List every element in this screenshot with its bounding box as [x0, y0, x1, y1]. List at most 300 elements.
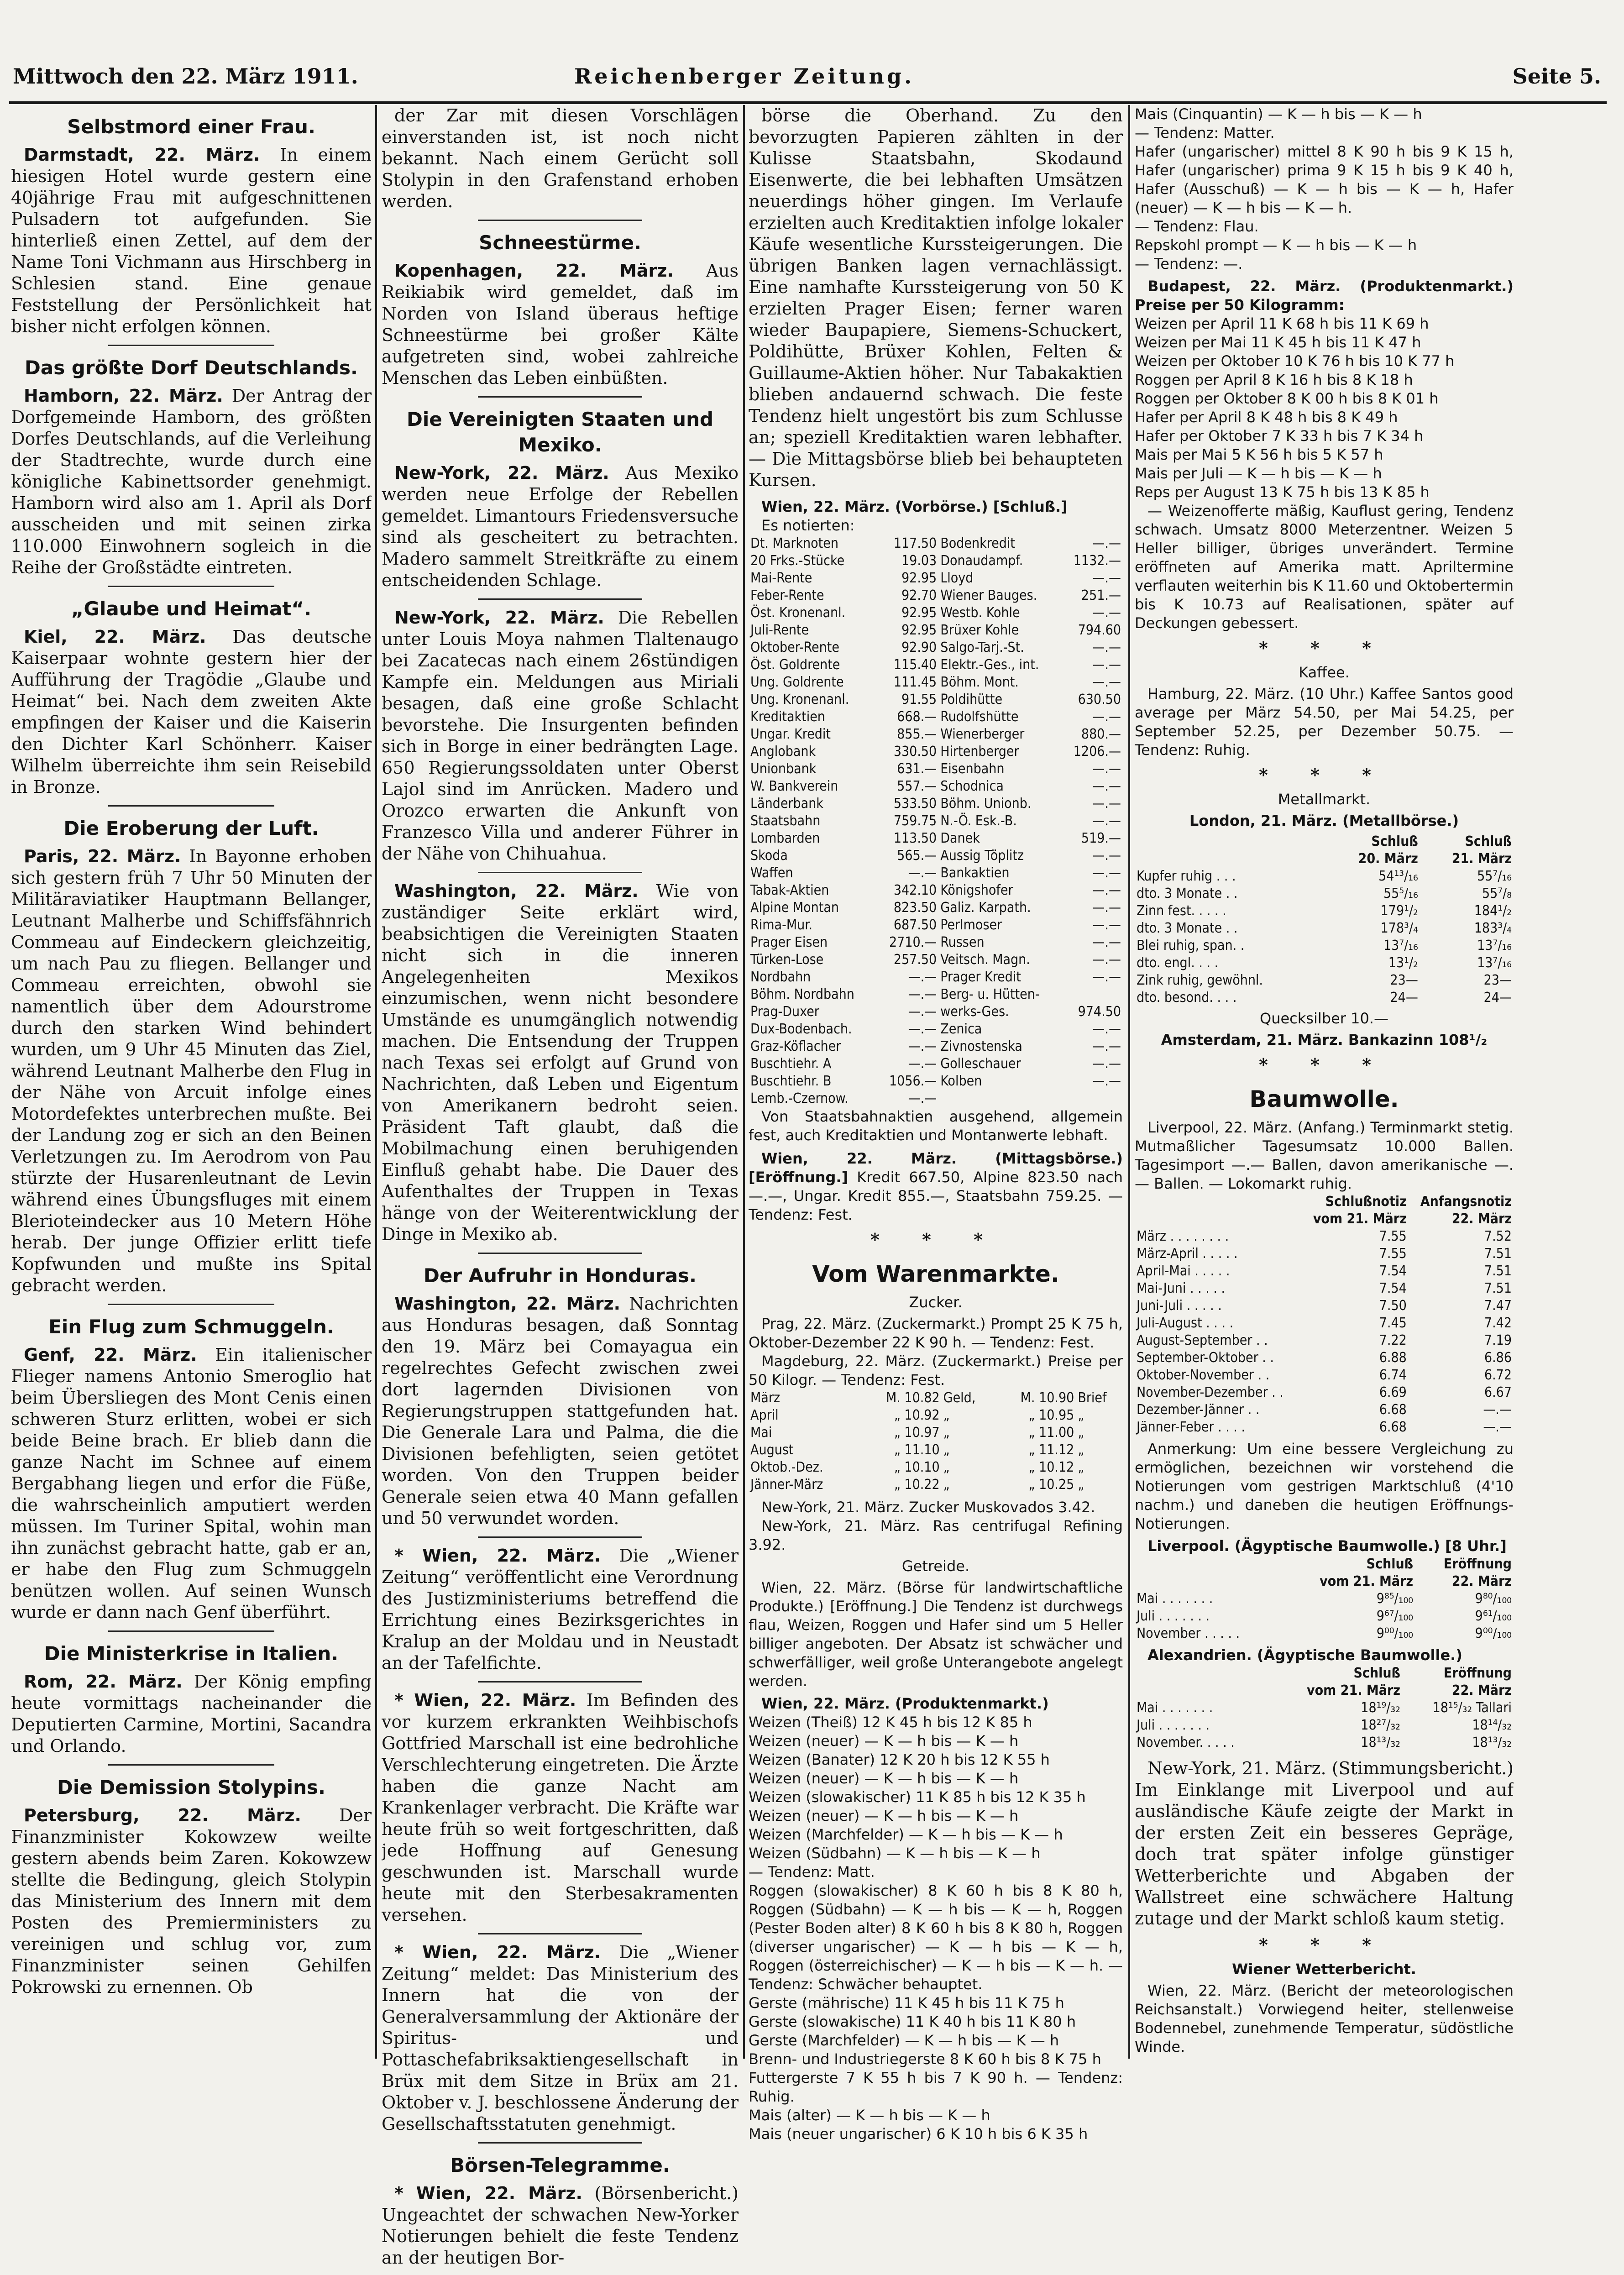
table-cell: Eisenbahn: [940, 761, 1005, 777]
table-row: [749, 951, 1123, 969]
table-row: [749, 1389, 1123, 1407]
quote-line: Weizen (Theiß) 12 K 45 h bis 12 K 85 h: [749, 1714, 1032, 1731]
dateline: Washington, 22. März.: [394, 881, 639, 901]
table-cell: Zinn fest. . . . .: [1137, 903, 1226, 919]
table-cell: Bankaktien: [940, 865, 1010, 881]
liverpool-anfang: Liverpool, 22. März. (Anfang.) Terminmarkt stetig. Mutmaßlicher Tagesumsatz 10.000 Ballen. Tagesimport —.— Ballen, davon amerikanische —.— Ballen. — Lokomarkt ruhig.: [1135, 1119, 1514, 1192]
table-cell: Feber-Rente: [750, 587, 824, 603]
table-cell: April-Mai . . . . .: [1137, 1263, 1230, 1279]
article: [382, 1690, 739, 1934]
article-separator: [108, 1304, 274, 1305]
table-cell: 55⁵/₁₆: [1383, 886, 1418, 902]
quote-line: Roggen (slowakischer) 8 K 60 h bis 8 K 80 h, Roggen (Südbahn) — K — h bis — K — h, Roggen (Pester Boden alter) 8 K 60 h bis 8 K 80 h, Roggen (diverser ungarischer) — K — h bis — K — h, Roggen (österreichischer) — K — h bis — K — h. — Tendenz: Schwächer behauptet.: [749, 1882, 1123, 1993]
table-cell: —.—: [1092, 848, 1121, 864]
table-cell: Danek: [940, 830, 980, 846]
produkte-continuation: [1135, 105, 1514, 273]
table-cell: Öst. Goldrente: [750, 657, 840, 673]
table-cell: Juli-August . . . .: [1137, 1315, 1234, 1331]
article-body: [11, 1344, 372, 1623]
column-divider: [1128, 105, 1130, 2059]
table-row: [1135, 1332, 1514, 1349]
table-cell: Böhm. Nordbahn: [750, 986, 854, 1002]
article-text: Die Rebellen unter Louis Moya nahmen Tlaltenaugo bei Zacatecas nach einem 26stündigen Kampfe ein. Meldungen aus Miriali besagen, daß eine große Schlacht bevorstehe. Die Insurgenten befinden sich in Borge in einer bedrängten Lage. 650 Regierungssoldaten unter Oberst Lajol sind im Anrücken. Madero und Orozco erwarten die Ankunft von Franzesco Villa und anderer Führer in der Nähe von Chihuahua.: [382, 608, 739, 864]
table-cell: August-September . .: [1137, 1332, 1268, 1348]
wien-eroeffnung: Wien, 22. März. (Börse für landwirtschaftliche Produkte.) [Eröffnung.] Die Tendenz ist durchwegs flau, Weizen, Roggen und Hafer sind um 5 Heller billiger angeboten. Der Absatz ist schwächer und schwerfälliger, weil große Unterangebote angelegt werden.: [749, 1579, 1123, 1690]
table-cell: Böhm. Mont.: [940, 674, 1019, 690]
table-cell: Jänner-März: [750, 1477, 823, 1493]
column-header: [1135, 1193, 1301, 1211]
table-cell: „ 11.12: [1028, 1442, 1074, 1458]
table-cell: Waffen: [750, 865, 793, 881]
table-cell: 9⁰⁰/₁₀₀: [1376, 1625, 1414, 1641]
table-cell: Westb. Kohle: [940, 605, 1020, 621]
table-cell: Oktober-Rente: [750, 640, 839, 655]
table-cell: 668.—: [897, 709, 937, 725]
table-cell: Hirtenberger: [940, 744, 1019, 760]
article-separator: [108, 1764, 274, 1766]
article-text: (Börsenbericht.) Ungeachtet der schwachen New-Yorker Notierungen behielt die feste Tendenz an der heutigen Bor-: [382, 2183, 739, 2268]
boerse-continuation: börse die Oberhand. Zu den bevorzugten Papieren zählten in der Kulisse Staatsbahn, Skodaund Eisenwerte, die bei lebhaften Umsätzen neuerdings höher gingen. Im Verlaufe erzielten auch Kreditaktien infolge lokaler Käufe wesentliche Kurssteigerungen. Die übrigen Banken lagen vernachlässigt. Eine namhafte Kurssteigerung von 50 K erzielten Prager Eisen; ferner waren wieder Baupapiere, Siemens-Schuckert, Poldihütte, Brüxer Kohlen, Felten & Guillaume-Aktien höher. Nur Tabakaktien blieben andauernd schwach. Die feste Tendenz hielt ungestört bis zum Schlusse an; speziell Kreditaktien waren lebhafter. — Die Mittagsbörse blieb bei behaupteten Kursen.: [749, 105, 1123, 490]
table-cell: Lombarden: [750, 830, 820, 846]
article-separator: [478, 872, 642, 873]
table-row: [749, 1038, 1123, 1055]
table-cell: 13⁷/₁₆: [1383, 938, 1418, 954]
table-cell: August: [750, 1442, 794, 1458]
quote-line: Weizen per Oktober 10 K 76 h bis 10 K 77 h: [1135, 352, 1455, 370]
quote-line: Weizen (slowakischer) 11 K 85 h bis 12 K 35 h: [749, 1788, 1086, 1806]
table-cell: dto. 3 Monate . .: [1137, 920, 1238, 936]
london-metallboerse: London, 21. März. (Metallbörse.): [1189, 812, 1459, 829]
table-cell: Berg- u. Hütten-: [940, 986, 1040, 1002]
table-row: [749, 917, 1123, 934]
article-body: [382, 1293, 739, 1529]
article: [382, 407, 739, 600]
table-row: [749, 986, 1123, 1003]
quote-line: Weizen (neuer) — K — h bis — K — h: [749, 1807, 1019, 1824]
article-headline: Selbstmord einer Frau.: [67, 115, 315, 138]
table-cell: „: [943, 1425, 950, 1441]
table-cell: 55⁷/₈: [1482, 886, 1512, 902]
article: [11, 596, 372, 807]
table-row: [1135, 1590, 1514, 1608]
quote-line: Roggen per Oktober 8 K 00 h bis 8 K 01 h: [1135, 390, 1439, 407]
table-row: [749, 726, 1123, 743]
table-cell: dto. besond. . . .: [1137, 990, 1237, 1006]
table-cell: —.—: [1092, 1021, 1121, 1037]
table-cell: „: [943, 1407, 950, 1423]
table-row: [1135, 1297, 1514, 1315]
table-cell: —.—: [1092, 882, 1121, 898]
table-cell: Juli . . . . . . .: [1137, 1717, 1210, 1733]
table-cell: Mai-Rente: [750, 570, 812, 586]
table-row: [1135, 1228, 1514, 1245]
table-cell: 6.72: [1484, 1367, 1512, 1383]
article-text: Die „Wiener Zeitung“ veröffentlicht eine Verordnung des Justizministeriums betreffend die Errichtung eines Bezirksgerichtes in Kralup an der Moldau und in Neustadt an der Tafelfichte.: [382, 1546, 739, 1673]
table-cell: 823.50: [893, 900, 937, 916]
stock-quotes-table: [749, 535, 1123, 1107]
table-cell: dto. engl. . . .: [1137, 955, 1219, 971]
table-cell: —.—: [1483, 1419, 1512, 1435]
table-cell: 7.55: [1379, 1246, 1407, 1262]
table-cell: 6.68: [1379, 1419, 1407, 1435]
table-cell: „ 11.00: [1028, 1425, 1074, 1441]
column-divider: [375, 105, 377, 2059]
article-text: Aus Mexiko werden neue Erfolge der Rebellen gemeldet. Limantours Friedensversuche sind als gescheitert zu betrachten. Madero sammelt Streitkräfte zu einem entscheidenden Schlage.: [382, 463, 739, 590]
article-text: Wie von zuständiger Seite erklärt wird, beabsichtigen die Vereinigten Staaten nicht sich in die inneren Angelegenheiten Mexikos einzumischen, wenn nicht besondere Umstände es unumgänglich notwendig machen. Die Entsendung der Truppen nach Texas sei erfolgt auf Grund von Nachrichten, daß Leben und Eigentum von Amerikanern bedroht seien. Präsident Taft glaubt, daß die Mobilmachung einen beruhigenden Einfluß gehabt habe. Die Dauer des Aufenthaltes der Truppen in Texas hänge von der Weiterentwicklung der Dinge in Mexiko ab.: [382, 881, 739, 1244]
zucker-subheading: Zucker.: [909, 1294, 963, 1311]
table-cell: Königshofer: [940, 882, 1013, 898]
table-cell: —.—: [1092, 605, 1121, 621]
table-cell: —.—: [908, 1038, 937, 1054]
table-row: [749, 570, 1123, 587]
column-header: 22. März: [1451, 1573, 1512, 1589]
quote-line: Hafer per Oktober 7 K 33 h bis 7 K 34 h: [1135, 427, 1424, 445]
separator-stars: * * *: [870, 1229, 1001, 1250]
table-row: [749, 535, 1123, 552]
table-row: [1135, 902, 1514, 920]
table-cell: „: [1078, 1442, 1084, 1458]
quote-line: — Tendenz: —.: [1135, 255, 1243, 273]
table-row: [749, 1090, 1123, 1107]
table-cell: „: [943, 1477, 950, 1493]
table-header-row: [1135, 1682, 1514, 1699]
dateline: * Wien, 22. März.: [394, 1546, 601, 1566]
column-header: Schluß: [1465, 833, 1512, 849]
table-cell: Juni-Juli . . . . .: [1137, 1298, 1222, 1314]
table-cell: Dt. Marknoten: [750, 535, 838, 551]
column-header: [1135, 833, 1326, 850]
table-cell: Lloyd: [940, 570, 974, 586]
column-header: [1135, 1682, 1272, 1699]
table-cell: —.—: [1092, 1056, 1121, 1072]
table-cell: 55⁷/₁₆: [1477, 868, 1512, 884]
table-cell: „: [1078, 1407, 1084, 1423]
table-cell: November . . . . .: [1137, 1625, 1240, 1641]
quote-line: Weizen (neuer) — K — h bis — K — h: [749, 1770, 1019, 1787]
column-header: [1135, 1573, 1282, 1590]
table-cell: Staatsbahn: [750, 813, 821, 829]
table-cell: Geld,: [943, 1390, 976, 1406]
table-cell: 92.95: [901, 570, 937, 586]
page-header: [13, 59, 1601, 99]
table-cell: 9⁶¹/₁₀₀: [1475, 1608, 1512, 1624]
table-row: [1135, 1608, 1514, 1625]
table-cell: Ung. Goldrente: [750, 674, 844, 690]
getreide-subheading: Getreide.: [901, 1557, 970, 1575]
quote-line: Repskohl prompt — K — h bis — K — h: [1135, 236, 1417, 254]
column-divider: [743, 105, 745, 2059]
table-cell: 24—: [1390, 990, 1418, 1006]
article-headline: Die Demission Stolypins.: [57, 1776, 325, 1798]
column-header: [1135, 1556, 1282, 1573]
table-cell: 794.60: [1078, 622, 1121, 638]
quote-line: Weizen per Mai 11 K 45 h bis 11 K 47 h: [1135, 334, 1421, 351]
table-row: [1135, 937, 1514, 954]
table-cell: Russen: [940, 934, 985, 950]
table-row: [1135, 1717, 1514, 1734]
table-cell: —.—: [1092, 934, 1121, 950]
table-cell: Ung. Kronenanl.: [750, 692, 849, 708]
table-cell: Zink ruhig, gewöhnl.: [1137, 972, 1263, 988]
table-row: [749, 847, 1123, 865]
table-cell: Dux-Bodenbach.: [750, 1021, 852, 1037]
table-cell: —.—: [1092, 900, 1121, 916]
column-header: vom 21. März: [1320, 1573, 1414, 1589]
quote-line: Mais (neuer ungarischer) 6 K 10 h bis 6 K 35 h: [749, 2125, 1088, 2143]
article-text: Der Antrag der Dorfgemeinde Hamborn, des größten Dorfes Deutschlands, auf die Verleihung der Stadtrechte, wurde durch eine königliche Kabinettsorder genehmigt. Hamborn wird also am 1. April als Dorf ausscheiden und mit seinen zirka 110.000 Einwohnern sogleich in die Reihe der Großstädte eintreten.: [11, 386, 372, 577]
table-cell: —.—: [908, 1056, 937, 1072]
table-cell: 6.68: [1379, 1402, 1407, 1418]
table-cell: 20 Frks.-Stücke: [750, 553, 845, 569]
table-row: [749, 899, 1123, 917]
table-cell: 342.10: [893, 882, 937, 898]
liverpool-egypt-table: [1135, 1556, 1514, 1642]
alexandrien: Alexandrien. (Ägyptische Baumwolle.): [1147, 1646, 1462, 1664]
quecksilber: Quecksilber 10.—: [1260, 1010, 1388, 1027]
table-cell: 23—: [1483, 972, 1512, 988]
article-body: [382, 1690, 739, 1926]
page-number: Seite 5.: [1512, 64, 1601, 89]
table-cell: 855.—: [897, 726, 937, 742]
table-cell: 251.—: [1081, 587, 1121, 603]
table-cell: 54¹³/₁₆: [1378, 868, 1418, 884]
table-cell: 179¹/₂: [1380, 903, 1418, 919]
table-cell: —.—: [1092, 570, 1121, 586]
table-cell: Oktob.-Dez.: [750, 1459, 823, 1475]
vorboerse-subtitle: Es notierten:: [761, 517, 855, 534]
article: [382, 1263, 739, 1538]
table-row: [1135, 868, 1514, 885]
wetter-subheading: Wiener Wetterbericht.: [1232, 1960, 1416, 1978]
table-row: [1135, 989, 1514, 1006]
table-cell: Salgo-Tarj.-St.: [940, 640, 1024, 655]
article: [11, 816, 372, 1305]
table-cell: 7.51: [1484, 1246, 1512, 1262]
table-cell: 557.—: [897, 778, 937, 794]
metall-subheading: Metallmarkt.: [1278, 791, 1371, 808]
table-cell: [938, 1090, 1062, 1107]
table-cell: März: [750, 1390, 781, 1406]
table-cell: 687.50: [893, 917, 937, 933]
separator-stars: * * *: [1258, 1934, 1390, 1955]
table-cell: „: [1078, 1459, 1084, 1475]
table-cell: 9⁶⁷/₁₀₀: [1376, 1608, 1414, 1624]
article: [11, 1775, 372, 1998]
table-cell: Galiz. Karpath.: [940, 900, 1031, 916]
table-cell: Mai: [750, 1425, 772, 1441]
column-header: [1135, 1665, 1272, 1682]
table-cell: 7.51: [1484, 1263, 1512, 1279]
table-cell: März . . . . . . . .: [1137, 1228, 1229, 1244]
quote-line: Reps per August 13 K 75 h bis 13 K 85 h: [1135, 483, 1430, 501]
table-cell: 1056.—: [889, 1073, 937, 1089]
table-row: [749, 1459, 1123, 1476]
article-text: Ein italienischer Flieger namens Antonio Smeroglio hat beim Übersliegen des Mont Cenis einen schweren Sturz erlitten, wobei er sich beide Beine brach. Er blieb dann die ganze Nacht im Schnee auf einem Bergabhang liegen und erfor die Füße, die wahrscheinlich amputiert werden müssen. Im Turiner Spital, wohin man ihn zunächst gebracht hatte, gab er an, er habe den Flug zum Schmuggeln benützen wollen. Auf seinen Wunsch wurde er dann nach Genf überführt.: [11, 1345, 372, 1622]
table-cell: April: [750, 1407, 779, 1423]
article-body: [382, 462, 739, 591]
article-headline: Die Vereinigten Staaten und Mexiko.: [406, 408, 714, 456]
budapest-lines: [1135, 315, 1514, 502]
table-cell: —.—: [1092, 865, 1121, 881]
article-body: [382, 105, 739, 212]
table-cell: —.—: [1092, 535, 1121, 551]
table-cell: 6.69: [1379, 1384, 1407, 1400]
prag-zucker: Prag, 22. März. (Zuckermarkt.) Prompt 25 K 75 h, Oktober-Dezember 22 K 90 h. — Tendenz: Fest.: [749, 1315, 1123, 1351]
article-body: [382, 607, 739, 865]
quote-line: Weizen (Marchfelder) — K — h bis — K — h: [749, 1826, 1063, 1843]
table-cell: 7.19: [1484, 1332, 1512, 1348]
table-row: [1135, 1367, 1514, 1384]
article-headline: Schneestürme.: [479, 231, 641, 254]
table-cell: 1132.—: [1073, 553, 1121, 569]
table-row: [749, 622, 1123, 639]
table-cell: 91.55: [901, 692, 937, 708]
article-text: der Zar mit diesen Vorschlägen einverstanden ist, ist noch nicht bekannt. Nach einem Gerücht soll Stolypin in den Grafenstand erhoben werden.: [382, 105, 739, 211]
table-cell: „ 10.22: [894, 1477, 940, 1493]
table-cell: 974.50: [1078, 1004, 1121, 1020]
hamburg-kaffee: Hamburg, 22. März. (10 Uhr.) Kaffee Santos good average per März 54.50, per Mai 54.25, per September 52.25, per Dezember 50.75. — Tendenz: Ruhig.: [1135, 685, 1514, 759]
quote-line: Roggen per April 8 K 16 h bis 8 K 18 h: [1135, 371, 1413, 388]
table-cell: Wiener Bauges.: [940, 587, 1037, 603]
table-cell: Türken-Lose: [750, 952, 824, 968]
table-cell: [1062, 986, 1123, 1003]
table-row: [749, 587, 1123, 604]
table-cell: 6.86: [1484, 1350, 1512, 1366]
table-row: [749, 882, 1123, 899]
table-cell: —.—: [1092, 674, 1121, 690]
table-cell: März-April . . . . .: [1137, 1246, 1238, 1262]
article-headline: Ein Flug zum Schmuggeln.: [48, 1316, 334, 1338]
kaffee-subheading: Kaffee.: [1299, 664, 1350, 681]
table-cell: „ 10.10: [894, 1459, 940, 1475]
table-cell: —.—: [1092, 1038, 1121, 1054]
article-separator: [478, 1681, 642, 1683]
column-2: [382, 105, 739, 2275]
table-cell: 7.47: [1484, 1298, 1512, 1314]
table-cell: Prager Kredit: [940, 969, 1021, 985]
quote-line: Hafer per April 8 K 48 h bis 8 K 49 h: [1135, 409, 1398, 426]
table-cell: „ 10.97: [894, 1425, 940, 1441]
table-cell: Juli . . . . . . .: [1137, 1608, 1210, 1624]
table-cell: 23—: [1390, 972, 1418, 988]
table-cell: Prag-Duxer: [750, 1004, 819, 1020]
table-cell: 533.50: [893, 796, 937, 812]
table-row: [749, 1424, 1123, 1442]
table-cell: —.—: [908, 865, 937, 881]
article-text: Der König empfing heute vormittags nacheinander die Deputierten Carmine, Mortini, Sacandra und Orlando.: [11, 1672, 372, 1756]
table-row: [749, 691, 1123, 708]
table-cell: 115.40: [893, 657, 937, 673]
table-row: [749, 1021, 1123, 1038]
article-body: [11, 846, 372, 1296]
table-row: [1135, 1263, 1514, 1280]
quote-line: — Tendenz: Matter.: [1135, 124, 1275, 142]
newyork-stimmungsbericht: New-York, 21. März. (Stimmungsbericht.) Im Einklange mit Liverpool und auf ausländische Käufe zeigte der Markt in der ersten Zeit ein besseres Gepräge, doch trat später infolge günstiger Wetterberichte und Abgaben der Wallstreet eine schwächere Haltung zutage und der Markt schloß kaum stetig.: [1135, 1758, 1514, 1929]
table-cell: 6.74: [1379, 1367, 1407, 1383]
article-separator: [108, 805, 274, 807]
table-cell: 631.—: [897, 761, 937, 777]
table-cell: —.—: [908, 969, 937, 985]
article-text: Der Finanzminister Kokowzew weilte gestern abends beim Zaren. Kokowzew stellte die Bedingung, gleich Stolypin das Ministerium des Innern mit dem Posten des Premierministers zu vereinigen und schlug vor, zum Finanzminister seinen Gehilfen Pokrowski zu ernennen. Ob: [11, 1805, 372, 1997]
table-cell: —.—: [908, 1021, 937, 1037]
table-cell: „: [943, 1442, 950, 1458]
table-header-row: [1135, 1211, 1514, 1228]
table-cell: 759.75: [893, 813, 937, 829]
quote-line: Mais per Mai 5 K 56 h bis 5 K 57 h: [1135, 446, 1383, 463]
table-cell: —.—: [908, 1004, 937, 1020]
quote-line: — Tendenz: Flau.: [1135, 218, 1259, 235]
column-3: [749, 105, 1123, 2144]
quote-line: Hafer (ungarischer) mittel 8 K 90 h bis 9 K 15 h, Hafer (ungarischer) prima 9 K 15 h bis 9 K 40 h, Hafer (Ausschuß) — K — h bis — K — h, Hafer (neuer) — K — h bis — K — h.: [1135, 143, 1514, 216]
table-cell: Jänner-Feber . . . .: [1137, 1419, 1246, 1435]
dateline: Rom, 22. März.: [24, 1672, 183, 1692]
table-cell: Juli-Rente: [750, 622, 809, 638]
article-body: [382, 260, 739, 389]
article-separator: [478, 598, 642, 600]
table-header-row: [1135, 1573, 1514, 1590]
dateline: * Wien, 22. März.: [394, 1690, 576, 1710]
table-cell: Öst. Kronenanl.: [750, 605, 846, 621]
table-cell: 178³/₄: [1380, 920, 1418, 936]
column-header: Eröffnung: [1443, 1665, 1512, 1681]
table-cell: —.—: [1092, 640, 1121, 655]
table-cell: 6.88: [1379, 1350, 1407, 1366]
table-cell: Böhm. Unionb.: [940, 796, 1032, 812]
table-cell: —.—: [1483, 1402, 1512, 1418]
table-cell: 6.67: [1484, 1384, 1512, 1400]
budapest-produktenmarkt: Budapest, 22. März. (Produktenmarkt.) Preise per 50 Kilogramm:: [1135, 278, 1514, 314]
table-cell: „ 11.10: [894, 1442, 940, 1458]
quote-line: Weizen per April 11 K 68 h bis 11 K 69 h: [1135, 315, 1429, 332]
article-separator: [478, 1933, 642, 1934]
issue-date: Mittwoch den 22. März 1911.: [13, 64, 358, 89]
table-row: [1135, 972, 1514, 989]
dateline: New-York, 22. März.: [394, 463, 609, 483]
newspaper-title: Reichenberger Zeitung.: [574, 64, 915, 89]
mittagsboerse: Wien, 22. März. (Mittagsbörse.) [Eröffnung.] Kredit 667.50, Alpine 823.50 nach —.—, Ungar. Kredit 855.—, Staatsbahn 759.25. — Tendenz: Fest.: [749, 1150, 1123, 1223]
table-cell: Prager Eisen: [750, 934, 828, 950]
article: [11, 1641, 372, 1766]
table-cell: —.—: [1092, 761, 1121, 777]
column-header: Schluß: [1366, 1556, 1414, 1572]
table-cell: Kreditaktien: [750, 709, 825, 725]
wetterbericht: Wien, 22. März. (Bericht der meteorologischen Reichsanstalt.) Vorwiegend heiter, stellenweise Bodennebel, zunehmende Temperatur, südöstliche Winde.: [1135, 1982, 1514, 2055]
table-cell: 2710.—: [889, 934, 937, 950]
table-cell: Anglobank: [750, 744, 816, 760]
article: [382, 105, 739, 221]
article-headline: Das größte Dorf Deutschlands.: [25, 356, 358, 379]
table-header-row: [1135, 1193, 1514, 1211]
table-cell: 183³/₄: [1474, 920, 1512, 936]
table-header-row: [1135, 1556, 1514, 1573]
table-cell: —.—: [908, 1090, 937, 1106]
article-text: Die „Wiener Zeitung“ meldet: Das Ministerium des Innern hat die von der Generalversammlung der Aktionäre der Spiritus- und Pottaschefabriksaktiengesellschaft in Brüx mit dem Sitze in Brüx am 21. Oktober v. J. beschlossene Änderung der Gesellschaftsstatuten genehmigt.: [382, 1942, 739, 2134]
table-row: [1135, 1280, 1514, 1297]
table-row: [749, 743, 1123, 760]
table-cell: „: [1078, 1425, 1084, 1441]
table-cell: 7.54: [1379, 1263, 1407, 1279]
quote-line: Gerste (mährische) 11 K 45 h bis 11 K 75 h: [749, 1994, 1064, 2012]
article-text: Nachrichten aus Honduras besagen, daß Sonntag den 19. März bei Comayagua ein regelrechtes Gefecht zwischen zwei dort lagernden Divisionen von Regierungstruppen stattgefunden hat. Die Generale Lara und Palma, die die Divisionen befehligten, seien getötet worden. Von den Truppen beider Generale seien etwa 40 Mann gefallen und 50 verwundet worden.: [382, 1294, 739, 1528]
table-cell: 18¹³/₃₂: [1361, 1735, 1400, 1751]
table-row: [749, 934, 1123, 951]
quote-line: Gerste (Marchfelder) — K — h bis — K — h: [749, 2032, 1059, 2049]
dateline: Kiel, 22. März.: [24, 627, 206, 647]
table-cell: 9⁸⁵/₁₀₀: [1376, 1591, 1414, 1607]
table-cell: —.—: [1092, 657, 1121, 673]
table-cell: 519.—: [1081, 830, 1121, 846]
table-cell: 24—: [1483, 990, 1512, 1006]
